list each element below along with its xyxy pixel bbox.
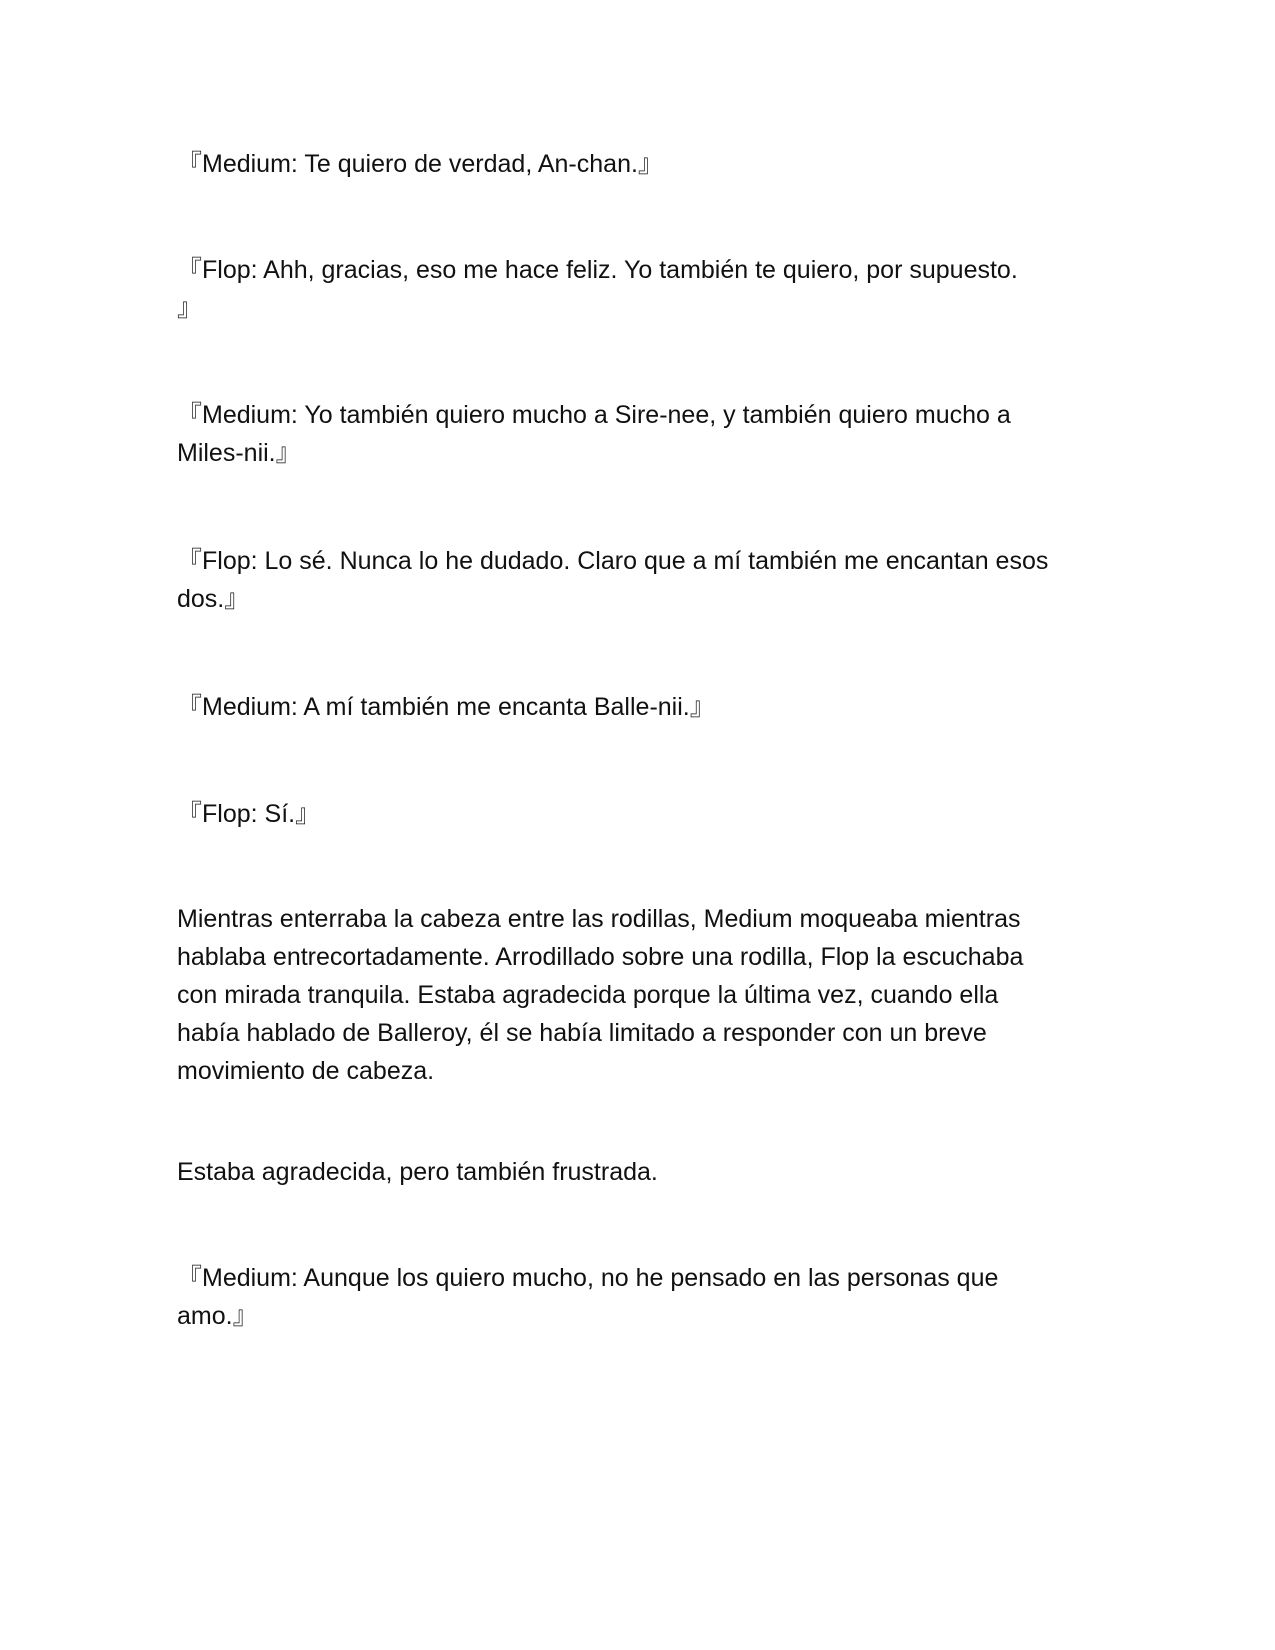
dialogue-line-flop-3: 『Flop: Sí.』 (177, 800, 321, 828)
dialogue-line-medium-3: 『Medium: A mí también me encanta Balle-nii.』 (177, 693, 715, 721)
dialogue-line-flop-2: 『Flop: Lo sé. Nunca lo he dudado. Claro que a mí también me encantan esos dos.』 (177, 547, 1049, 613)
dialogue-line-medium-4: 『Medium: Aunque los quiero mucho, no he pensado en las personas que amo.』 (177, 1264, 999, 1330)
dialogue-line-medium-2: 『Medium: Yo también quiero mucho a Sire-nee, y también quiero mucho a Miles-nii.』 (177, 401, 1011, 467)
narration-paragraph: Mientras enterraba la cabeza entre las rodillas, Medium moqueaba mientras hablaba entrecortadamente. Arrodillado sobre una rodilla, Flop la escuchaba con mirada tranquila. Estaba agradecida porque la última vez, cuando ella había hablado de Balleroy, él se había limitado a responder con un breve movimiento de cabeza. (177, 905, 1024, 1085)
dialogue-line-flop-1: 『Flop: Ahh, gracias, eso me hace feliz. Yo también te quiero, por supuesto. 』 (177, 256, 1018, 322)
dialogue-line-medium-1: 『Medium: Te quiero de verdad, An-chan.』 (177, 150, 663, 178)
narration-line: Estaba agradecida, pero también frustrada. (177, 1158, 658, 1186)
